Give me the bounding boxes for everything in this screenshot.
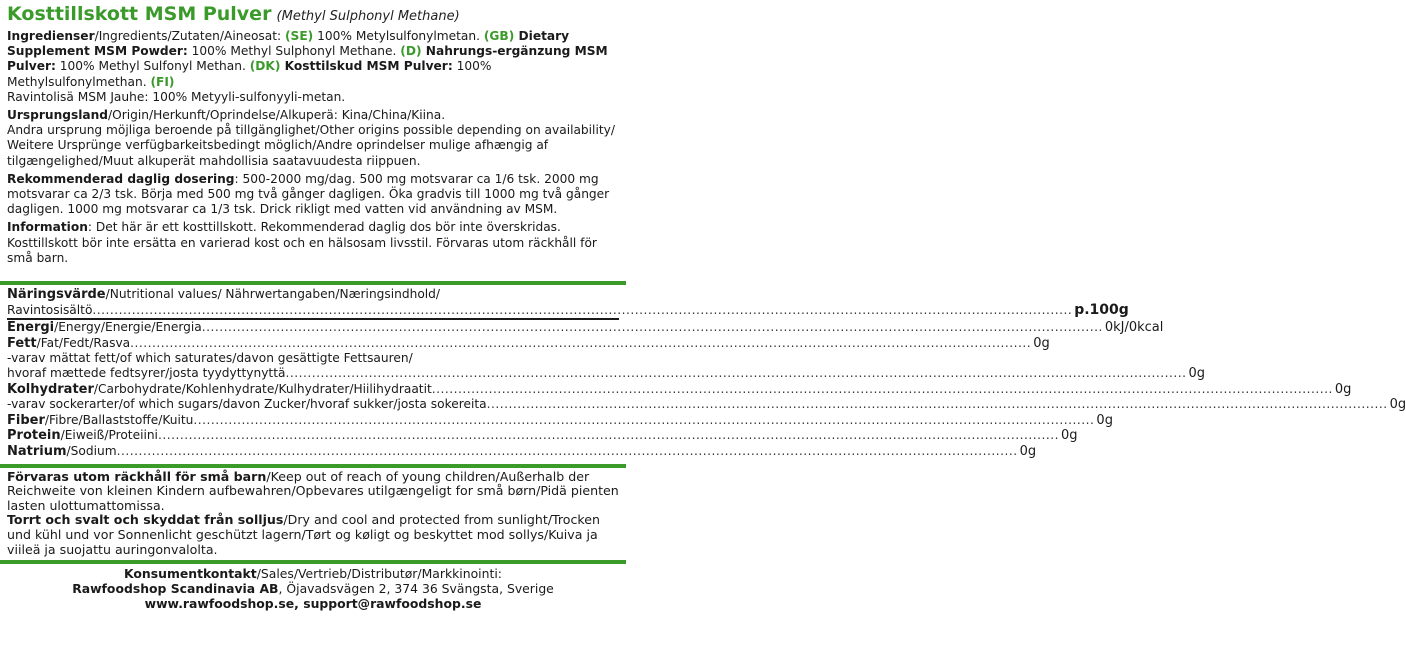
dosage-label: Rekommenderad daglig dosering	[7, 171, 235, 186]
contact-section	[7, 566, 619, 611]
nutrition-row	[7, 381, 1352, 398]
nutrition-row-label	[7, 428, 158, 444]
nutrition-row	[7, 366, 1206, 382]
fi-code: (FI)	[150, 74, 175, 89]
nutrition-row-value: 0g	[1188, 366, 1206, 382]
storage-kids-label: Förvaras utom räckhåll för små barn	[7, 468, 267, 484]
nutrition-header-rest: /Nutritional values/ Nährwertangaben/Næringsindhold/	[105, 287, 441, 302]
title-line	[7, 2, 619, 29]
contact-label-rest: /Sales/Vertrieb/Distributør/Markkinointi:	[256, 566, 502, 582]
divider-top-nutrition	[0, 281, 626, 285]
nutrition-header-line2: Ravintosisältö	[7, 302, 93, 317]
dot-leader: ..............................................................................................................................................................................................................	[431, 381, 1333, 396]
nutrition-row-value: 0kJ/0kcal	[1104, 320, 1164, 336]
information-text: : Det här är ett kosttillskott. Rekommenderad daglig dos bör inte överskridas. Kosttillskott bör inte ersätta en varierad kost och en hälsosam livsstil. Förvaras utom räckhåll för små barn.	[7, 220, 597, 265]
nutrition-row-rest: /Energy/Energie/Energia	[54, 320, 202, 335]
nutrition-row-bold: Kolhydrater	[7, 381, 94, 397]
spacer	[7, 269, 619, 279]
nutrition-row-bold: Protein	[7, 428, 61, 444]
nutrition-row-rest: /Fibre/Ballaststoffe/Kuitu	[44, 412, 194, 427]
dot-leader: ..............................................................................................................................................................................................................	[116, 443, 1018, 458]
dot-leader: ................................................................................................................................................................................................................................	[92, 302, 1073, 317]
nutrition-row	[7, 428, 1078, 444]
nutrition-row-value: 0g	[1389, 397, 1406, 413]
fi-text: 100% Metyyli-sulfonyyli-metan.	[148, 89, 346, 104]
nutrition-row	[7, 335, 1050, 352]
nutrition-rows	[7, 320, 1406, 459]
nutrition-row	[7, 397, 1406, 413]
nutrition-row-value: 0g	[1019, 443, 1037, 459]
contact-address: , Öjavadsvägen 2, 374 36 Svängsta, Sverige	[278, 581, 554, 597]
product-subtitle: (Methyl Sulphonyl Methane)	[276, 9, 460, 24]
nutrition-row-label	[7, 397, 487, 412]
nutrition-row-label	[7, 351, 413, 366]
se-text: 100% Metylsulfonylmetan.	[313, 29, 484, 43]
nutrition-row-rest: /Carbohydrate/Kohlenhydrate/Kulhydrater/Hiilihydraatit	[93, 381, 432, 396]
d-label: Nahrungs-ergänzung MSM Pulver:	[7, 44, 608, 74]
nutrition-per: p.100g	[1074, 301, 1129, 318]
product-label	[0, 2, 1406, 645]
contact-label: Konsumentkontakt	[124, 566, 257, 582]
nutrition-row-label	[7, 366, 285, 381]
dk-code: (DK)	[249, 59, 281, 74]
nutrition-row-value: 0g	[1033, 335, 1050, 351]
storage-dry-text: /Dry and cool and protected from sunlight/Trocken und kühl und vor Sonnenlicht geschützt lagern/Tørt og køligt og beskyttet mod sollys/Kuiva ja viileä ja suojattu auringonvalolta.	[7, 512, 601, 557]
origin-label: Ursprungsland	[7, 108, 109, 123]
nutrition-row	[7, 351, 619, 366]
storage-kids	[7, 470, 619, 514]
contact-line-1	[7, 566, 619, 581]
gb-text: 100% Methyl Sulphonyl Methane.	[187, 44, 401, 59]
nutrition-header-row	[7, 301, 1129, 318]
nutrition-table	[7, 287, 1406, 460]
nutrition-header-label: Näringsvärde	[7, 287, 106, 303]
divider-contact	[0, 560, 626, 564]
dot-leader: ..............................................................................................................................................................................................................	[130, 335, 1032, 350]
gb-label: Dietary Supplement MSM Powder:	[7, 29, 570, 59]
nutrition-row-label	[7, 336, 130, 352]
nutrition-row-label	[7, 444, 117, 460]
se-code: (SE)	[284, 29, 314, 43]
origin-text: Andra ursprung möjliga beroende på tillgänglighet/Other origins possible depending on availability/ Weitere Ursprünge verfügbarkeitsbedingt möglich/Andre oprindelser mulige afhængig af tilgængelighed/Muut alkuperät mahdollisia saatavuudesta riippuen.	[7, 123, 615, 168]
nutrition-row-bold: Natrium	[7, 443, 67, 459]
nutrition-header	[7, 287, 619, 303]
nutrition-row-value: 0g	[1334, 381, 1352, 397]
storage-kids-text: /Keep out of reach of young children/Außerhalb der Reichweite von kleinen Kindern aufbewahren/Opbevares utilgængeligt for små børn/Pidä pienten lasten ulottumattomissa.	[7, 468, 619, 513]
dk-text: 100% Methylsulfonylmethan.	[7, 59, 492, 89]
dot-leader: ..............................................................................................................................................................................................................	[486, 397, 1388, 412]
dot-leader: ..............................................................................................................................................................................................................	[285, 366, 1187, 381]
information-label: Information	[7, 220, 88, 235]
storage-section	[7, 470, 619, 558]
nutrition-row-rest: /Eiweiß/Proteiini	[60, 428, 158, 443]
contact-line-3	[7, 596, 619, 611]
product-title: Kosttillskott MSM Pulver	[7, 3, 272, 25]
dosage-text: : 500-2000 mg/dag. 500 mg motsvarar ca 1/6 tsk. 2000 mg motsvarar ca 2/3 tsk. Börja med 500 mg två gånger dagligen. Öka gradvis till 1000 mg två gånger dagligen. 1000 mg motsvarar ca 1/3 tsk. Drick rikligt med vatten vid användning av MSM.	[7, 171, 610, 217]
storage-dry	[7, 513, 619, 557]
ingredients-label: Ingredienser	[7, 29, 95, 43]
dosage-section	[7, 172, 619, 218]
divider-bottom-nutrition	[0, 464, 626, 468]
contact-web-link[interactable]: www.rawfoodshop.se	[144, 596, 295, 612]
nutrition-row-rest: /Fat/Fedt/Rasva	[36, 335, 131, 350]
nutrition-row	[7, 320, 1164, 336]
d-text: 100% Methyl Sulfonyl Methan.	[55, 59, 250, 74]
nutrition-row-rest: -varav mättat fett/of which saturates/davon gesättigte Fettsauren/	[7, 351, 413, 366]
nutrition-row-bold: Fiber	[7, 412, 45, 428]
nutrition-row-label	[7, 413, 193, 429]
nutrition-row-bold: Energi	[7, 320, 55, 336]
fi-label: Ravintolisä MSM Jauhe:	[7, 89, 149, 104]
nutrition-row-rest: -varav sockerarter/of which sugars/davon Zucker/hvoraf sukker/josta sokereita	[7, 397, 487, 412]
storage-dry-label: Torrt och svalt och skyddat från solljus	[7, 512, 284, 528]
nutrition-row-value: 0g	[1096, 412, 1113, 428]
gb-code: (GB)	[483, 29, 515, 43]
contact-sep: ,	[294, 596, 304, 612]
nutrition-row-rest: /Sodium	[66, 443, 117, 458]
nutrition-row	[7, 412, 1113, 429]
nutrition-row-label	[7, 382, 432, 398]
contact-line-2	[7, 581, 619, 596]
dot-leader: ..............................................................................................................................................................................................................	[201, 320, 1103, 335]
dk-label: Kosttilskud MSM Pulver:	[280, 59, 453, 74]
ingredients-label-rest: /Ingredients/Zutaten/Aineosat:	[94, 29, 285, 43]
origin-label-rest: /Origin/Herkunft/Oprindelse/Alkuperä: Kina/China/Kiina.	[108, 108, 446, 123]
nutrition-row-label	[7, 320, 202, 336]
nutrition-row-bold: Fett	[7, 335, 37, 351]
information-section	[7, 220, 619, 266]
contact-email-link[interactable]: support@rawfoodshop.se	[303, 596, 482, 612]
origin-section	[7, 108, 619, 169]
nutrition-row-value: 0g	[1061, 428, 1078, 444]
contact-company: Rawfoodshop Scandinavia AB	[72, 581, 279, 597]
d-code: (D)	[400, 44, 422, 59]
dot-leader: ..............................................................................................................................................................................................................	[157, 428, 1060, 443]
dot-leader: ..............................................................................................................................................................................................................	[193, 412, 1095, 427]
nutrition-row-rest: hvoraf mættede fedtsyrer/josta tyydyttynyttä	[7, 366, 286, 381]
ingredients-section	[7, 29, 619, 105]
nutrition-row	[7, 443, 1037, 460]
